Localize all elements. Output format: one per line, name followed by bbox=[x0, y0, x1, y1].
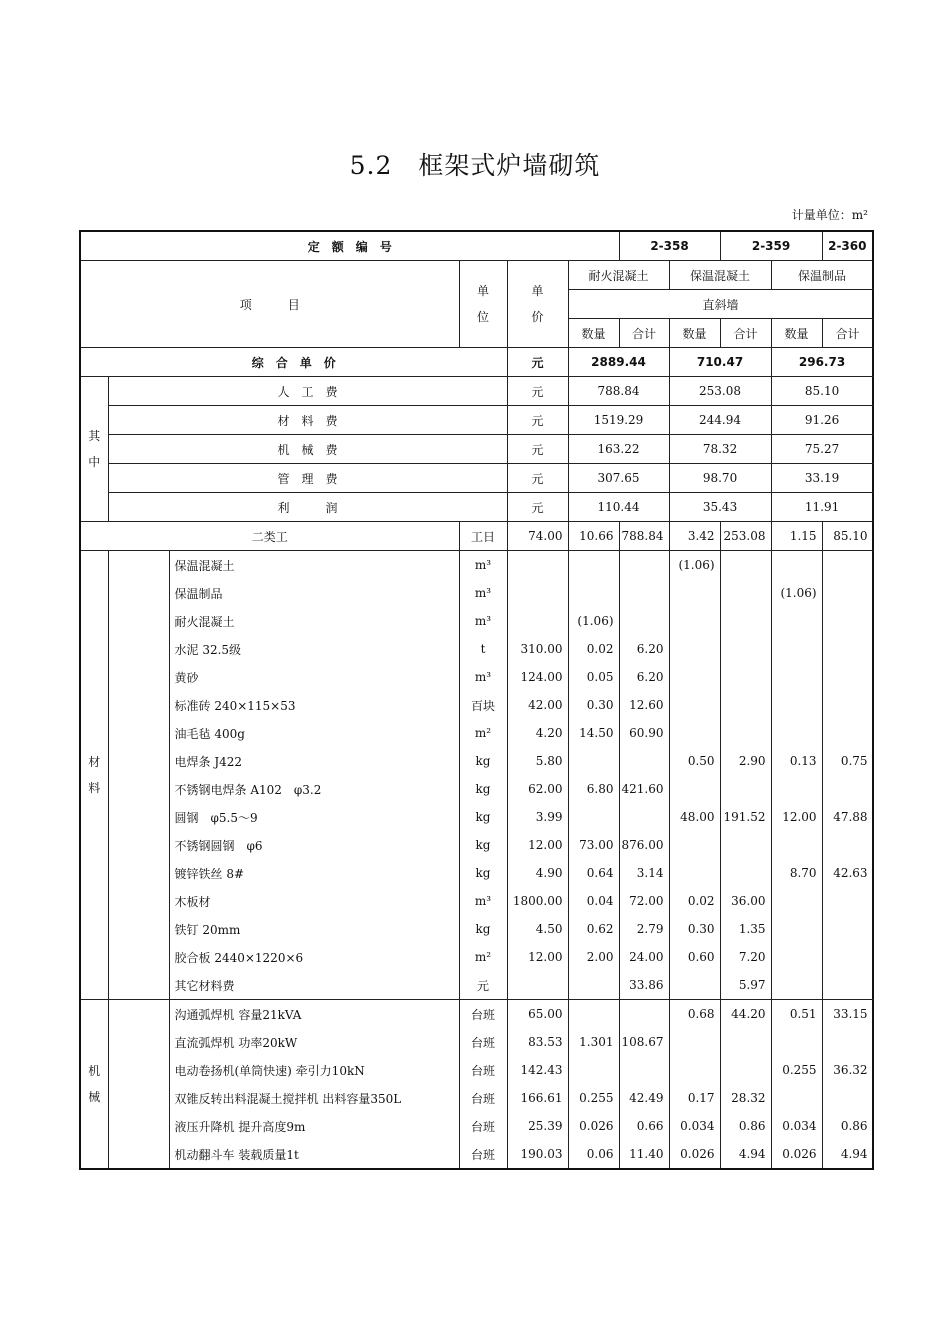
material-row-qty: 0.13 bbox=[771, 747, 822, 775]
material-row-qty bbox=[568, 551, 619, 580]
machine-row-price: 190.03 bbox=[507, 1140, 568, 1169]
material-row-qty: 12.00 bbox=[771, 803, 822, 831]
material-row-sum: 2.79 bbox=[619, 915, 669, 943]
material-row-price: 124.00 bbox=[507, 663, 568, 691]
cost-row bbox=[80, 493, 873, 522]
material-row-unit: m³ bbox=[459, 607, 507, 635]
machine-row-sum: 28.32 bbox=[720, 1084, 771, 1112]
material-row-name: 胶合板 2440×1220×6 bbox=[169, 943, 459, 971]
price-header: 单 价 bbox=[507, 261, 568, 348]
material-row-name: 电焊条 J422 bbox=[169, 747, 459, 775]
material-row-unit: m² bbox=[459, 719, 507, 747]
material-row bbox=[80, 831, 873, 859]
cost-row-value: 244.94 bbox=[669, 406, 771, 435]
material-row-qty bbox=[568, 971, 619, 1000]
material-row-sum: 42.63 bbox=[822, 859, 873, 887]
machine-row-unit: 台班 bbox=[459, 1084, 507, 1112]
quota-code-2-358: 2-358 bbox=[619, 231, 720, 261]
material-row-sum: 12.60 bbox=[619, 691, 669, 719]
material-row-qty: 2.00 bbox=[568, 943, 619, 971]
material-row bbox=[80, 859, 873, 887]
cost-row-value: 307.65 bbox=[568, 464, 669, 493]
material-row-unit: kg bbox=[459, 915, 507, 943]
material-row-sum bbox=[720, 663, 771, 691]
material-row-sum bbox=[619, 747, 669, 775]
material-row-name: 水泥 32.5级 bbox=[169, 635, 459, 663]
cost-row-value: 11.91 bbox=[771, 493, 873, 522]
cost-row-value: 33.19 bbox=[771, 464, 873, 493]
cost-row-value: 75.27 bbox=[771, 435, 873, 464]
material-row-qty: 0.62 bbox=[568, 915, 619, 943]
material-row bbox=[80, 747, 873, 775]
machine-row-sum bbox=[619, 1000, 669, 1029]
material-row-sum bbox=[822, 831, 873, 859]
machine-row-qty bbox=[771, 1084, 822, 1112]
material-row-sum: 191.52 bbox=[720, 803, 771, 831]
material-row bbox=[80, 691, 873, 719]
material-row-qty bbox=[771, 719, 822, 747]
subtype-insulating-concrete: 保温混凝土 bbox=[669, 261, 771, 290]
material-row-sum bbox=[619, 803, 669, 831]
material-row-sum bbox=[822, 887, 873, 915]
material-row-sum bbox=[822, 607, 873, 635]
machine-row-sum: 0.66 bbox=[619, 1112, 669, 1140]
machine-row-price: 83.53 bbox=[507, 1028, 568, 1056]
material-row-qty: 0.50 bbox=[669, 747, 720, 775]
material-row-qty: 0.64 bbox=[568, 859, 619, 887]
material-row-unit: kg bbox=[459, 775, 507, 803]
material-row-group-label: 材 料 bbox=[80, 551, 108, 1000]
composite-price-unit: 元 bbox=[507, 348, 568, 377]
material-row-price: 3.99 bbox=[507, 803, 568, 831]
machine-row-qty: 0.026 bbox=[669, 1140, 720, 1169]
material-row-sum bbox=[619, 607, 669, 635]
material-row-sum bbox=[720, 635, 771, 663]
labor-sum: 788.84 bbox=[619, 522, 669, 551]
material-row-qty: 0.02 bbox=[568, 635, 619, 663]
machine-row-sum: 42.49 bbox=[619, 1084, 669, 1112]
material-row-unit: 百块 bbox=[459, 691, 507, 719]
material-row-sum: 421.60 bbox=[619, 775, 669, 803]
quota-code-2-360: 2-360 bbox=[822, 231, 873, 261]
machine-row-qty: 0.034 bbox=[771, 1112, 822, 1140]
machine-row-unit: 台班 bbox=[459, 1112, 507, 1140]
header-row-subtypes bbox=[80, 261, 873, 290]
machine-row-qty: 0.68 bbox=[669, 1000, 720, 1029]
cost-row bbox=[80, 377, 873, 406]
material-row-sum: 6.20 bbox=[619, 663, 669, 691]
material-row-qty: 48.00 bbox=[669, 803, 720, 831]
material-row-price bbox=[507, 551, 568, 580]
material-row-qty bbox=[771, 887, 822, 915]
machine-row bbox=[80, 1056, 873, 1084]
material-row bbox=[80, 803, 873, 831]
material-row-sum: 24.00 bbox=[619, 943, 669, 971]
material-row-name: 耐火混凝土 bbox=[169, 607, 459, 635]
cost-row-value: 163.22 bbox=[568, 435, 669, 464]
material-row-sum bbox=[822, 551, 873, 580]
material-row-sum bbox=[720, 831, 771, 859]
subtype-refractory-concrete: 耐火混凝土 bbox=[568, 261, 669, 290]
material-row bbox=[80, 551, 873, 580]
machine-row-group-spacer bbox=[108, 1000, 169, 1170]
cost-row-value: 35.43 bbox=[669, 493, 771, 522]
material-row-qty bbox=[771, 691, 822, 719]
material-row-price bbox=[507, 607, 568, 635]
machine-row-sum bbox=[822, 1084, 873, 1112]
material-row bbox=[80, 635, 873, 663]
material-row-price: 4.20 bbox=[507, 719, 568, 747]
material-row-sum bbox=[822, 579, 873, 607]
machine-row-qty: 0.026 bbox=[568, 1112, 619, 1140]
material-row-qty bbox=[771, 831, 822, 859]
machine-row-name: 直流弧焊机 功率20kW bbox=[169, 1028, 459, 1056]
material-row-sum bbox=[720, 719, 771, 747]
material-row-qty bbox=[669, 607, 720, 635]
material-row-qty: 0.30 bbox=[568, 691, 619, 719]
machine-row-price: 142.43 bbox=[507, 1056, 568, 1084]
material-row bbox=[80, 579, 873, 607]
material-row-name: 其它材料费 bbox=[169, 971, 459, 1000]
labor-qty: 10.66 bbox=[568, 522, 619, 551]
composite-price-2-358: 2889.44 bbox=[568, 348, 669, 377]
material-row-name: 保温混凝土 bbox=[169, 551, 459, 580]
machine-row-qty: 0.17 bbox=[669, 1084, 720, 1112]
material-row-qty: 6.80 bbox=[568, 775, 619, 803]
material-row-price: 4.90 bbox=[507, 859, 568, 887]
material-row-sum: 72.00 bbox=[619, 887, 669, 915]
machine-row-sum: 108.67 bbox=[619, 1028, 669, 1056]
cost-row-value: 253.08 bbox=[669, 377, 771, 406]
material-row-price: 12.00 bbox=[507, 831, 568, 859]
material-row-unit: m³ bbox=[459, 663, 507, 691]
material-row-sum: 47.88 bbox=[822, 803, 873, 831]
labor-sum: 85.10 bbox=[822, 522, 873, 551]
machine-row-sum bbox=[720, 1028, 771, 1056]
machine-row-sum: 4.94 bbox=[822, 1140, 873, 1169]
material-row-name: 保温制品 bbox=[169, 579, 459, 607]
material-row-qty: (1.06) bbox=[669, 551, 720, 580]
machine-row-qty bbox=[771, 1028, 822, 1056]
cost-row-value: 1519.29 bbox=[568, 406, 669, 435]
machine-row-sum: 33.15 bbox=[822, 1000, 873, 1029]
material-row-qty bbox=[669, 775, 720, 803]
material-row-qty bbox=[669, 663, 720, 691]
material-row-sum: 5.97 bbox=[720, 971, 771, 1000]
labor-qty: 1.15 bbox=[771, 522, 822, 551]
material-row-sum: 33.86 bbox=[619, 971, 669, 1000]
material-row-qty: (1.06) bbox=[568, 607, 619, 635]
material-row-qty bbox=[771, 551, 822, 580]
material-row-qty bbox=[771, 775, 822, 803]
material-row-qty bbox=[771, 607, 822, 635]
material-row-qty bbox=[669, 579, 720, 607]
material-row-qty bbox=[771, 635, 822, 663]
material-row-price: 310.00 bbox=[507, 635, 568, 663]
material-row-qty: 14.50 bbox=[568, 719, 619, 747]
composite-price-label: 综 合 单 价 bbox=[80, 348, 507, 377]
material-row bbox=[80, 943, 873, 971]
material-row-qty: 0.02 bbox=[669, 887, 720, 915]
machine-row-price: 65.00 bbox=[507, 1000, 568, 1029]
machine-row bbox=[80, 1000, 873, 1029]
material-row-unit: t bbox=[459, 635, 507, 663]
machine-row-qty: 0.255 bbox=[771, 1056, 822, 1084]
quota-table bbox=[79, 230, 874, 1170]
machine-row-sum: 0.86 bbox=[822, 1112, 873, 1140]
machine-row-sum bbox=[720, 1056, 771, 1084]
measurement-unit-note: 计量单位：m² bbox=[791, 208, 868, 222]
machine-row bbox=[80, 1084, 873, 1112]
material-row-sum bbox=[720, 551, 771, 580]
machine-row-qty bbox=[669, 1056, 720, 1084]
material-row-qty bbox=[568, 747, 619, 775]
cost-row bbox=[80, 435, 873, 464]
material-row-name: 铁钉 20mm bbox=[169, 915, 459, 943]
material-row-unit: m³ bbox=[459, 579, 507, 607]
material-row-sum: 1.35 bbox=[720, 915, 771, 943]
material-row-qty bbox=[771, 971, 822, 1000]
item-header: 项 目 bbox=[80, 261, 459, 348]
quota-code-2-359: 2-359 bbox=[720, 231, 822, 261]
machine-row-name: 液压升降机 提升高度9m bbox=[169, 1112, 459, 1140]
material-row-sum bbox=[822, 663, 873, 691]
machine-row-name: 双锥反转出料混凝土搅拌机 出料容量350L bbox=[169, 1084, 459, 1112]
material-row-sum bbox=[720, 607, 771, 635]
cost-row-label: 机 械 费 bbox=[108, 435, 507, 464]
material-row-sum bbox=[619, 579, 669, 607]
material-row-name: 圆钢 φ5.5～9 bbox=[169, 803, 459, 831]
cost-row bbox=[80, 464, 873, 493]
machine-row-qty bbox=[568, 1056, 619, 1084]
machine-row-name: 电动卷扬机(单筒快速) 牵引力10kN bbox=[169, 1056, 459, 1084]
material-row-sum bbox=[822, 775, 873, 803]
material-row-qty bbox=[669, 831, 720, 859]
wall-type-header: 直斜墙 bbox=[568, 290, 873, 319]
labor-sum: 253.08 bbox=[720, 522, 771, 551]
labor-unit: 工日 bbox=[459, 522, 507, 551]
material-row-qty: 0.30 bbox=[669, 915, 720, 943]
material-row-unit: kg bbox=[459, 747, 507, 775]
material-row-sum bbox=[822, 943, 873, 971]
cost-row-value: 91.26 bbox=[771, 406, 873, 435]
material-row-price bbox=[507, 579, 568, 607]
material-row-qty: 0.04 bbox=[568, 887, 619, 915]
machine-row bbox=[80, 1112, 873, 1140]
sum-header: 合计 bbox=[720, 319, 771, 348]
material-row-price: 1800.00 bbox=[507, 887, 568, 915]
material-row bbox=[80, 915, 873, 943]
qty-header: 数量 bbox=[669, 319, 720, 348]
material-row-name: 不锈钢电焊条 A102 φ3.2 bbox=[169, 775, 459, 803]
machine-row-unit: 台班 bbox=[459, 1056, 507, 1084]
machine-row-qty: 0.255 bbox=[568, 1084, 619, 1112]
labor-row bbox=[80, 522, 873, 551]
cost-row-label: 材 料 费 bbox=[108, 406, 507, 435]
material-row-qty bbox=[669, 971, 720, 1000]
labor-qty: 3.42 bbox=[669, 522, 720, 551]
material-row-sum: 60.90 bbox=[619, 719, 669, 747]
machine-row-price: 25.39 bbox=[507, 1112, 568, 1140]
material-row-unit: m² bbox=[459, 943, 507, 971]
quota-number-label: 定 额 编 号 bbox=[80, 231, 619, 261]
cost-row-label: 管 理 费 bbox=[108, 464, 507, 493]
of-which-label: 其 中 bbox=[80, 377, 108, 522]
labor-label: 二类工 bbox=[80, 522, 459, 551]
cost-row-value: 78.32 bbox=[669, 435, 771, 464]
material-row-qty bbox=[669, 859, 720, 887]
material-row-price: 42.00 bbox=[507, 691, 568, 719]
cost-row-value: 85.10 bbox=[771, 377, 873, 406]
cost-row-unit: 元 bbox=[507, 464, 568, 493]
machine-row-price: 166.61 bbox=[507, 1084, 568, 1112]
machine-row-qty: 0.026 bbox=[771, 1140, 822, 1169]
material-row-name: 标准砖 240×115×53 bbox=[169, 691, 459, 719]
material-row-qty bbox=[568, 579, 619, 607]
material-row bbox=[80, 719, 873, 747]
material-row bbox=[80, 971, 873, 1000]
machine-row-unit: 台班 bbox=[459, 1000, 507, 1029]
material-row-qty bbox=[771, 915, 822, 943]
machine-row-sum: 0.86 bbox=[720, 1112, 771, 1140]
machine-row-sum bbox=[822, 1028, 873, 1056]
material-row-name: 镀锌铁丝 8# bbox=[169, 859, 459, 887]
cost-row-label: 利 润 bbox=[108, 493, 507, 522]
machine-row-sum: 44.20 bbox=[720, 1000, 771, 1029]
machine-row-name: 沟通弧焊机 容量21kVA bbox=[169, 1000, 459, 1029]
material-row bbox=[80, 775, 873, 803]
cost-row-unit: 元 bbox=[507, 377, 568, 406]
material-row-sum: 6.20 bbox=[619, 635, 669, 663]
material-row-unit: m³ bbox=[459, 887, 507, 915]
material-row-qty: (1.06) bbox=[771, 579, 822, 607]
machine-row-qty: 1.301 bbox=[568, 1028, 619, 1056]
sum-header: 合计 bbox=[822, 319, 873, 348]
labor-price: 74.00 bbox=[507, 522, 568, 551]
sum-header: 合计 bbox=[619, 319, 669, 348]
material-row-sum bbox=[720, 775, 771, 803]
material-row-qty: 0.05 bbox=[568, 663, 619, 691]
material-row-name: 油毛毡 400g bbox=[169, 719, 459, 747]
machine-row-sum: 4.94 bbox=[720, 1140, 771, 1169]
material-row-sum bbox=[822, 691, 873, 719]
material-row-name: 黄砂 bbox=[169, 663, 459, 691]
material-row-sum bbox=[619, 551, 669, 580]
machine-row-sum: 11.40 bbox=[619, 1140, 669, 1169]
material-row bbox=[80, 887, 873, 915]
material-row-unit: kg bbox=[459, 803, 507, 831]
composite-price-2-359: 710.47 bbox=[669, 348, 771, 377]
machine-row-sum: 36.32 bbox=[822, 1056, 873, 1084]
machine-row bbox=[80, 1028, 873, 1056]
material-row bbox=[80, 607, 873, 635]
material-row-qty: 0.60 bbox=[669, 943, 720, 971]
unit-header: 单 位 bbox=[459, 261, 507, 348]
cost-row-unit: 元 bbox=[507, 493, 568, 522]
material-row-sum bbox=[822, 915, 873, 943]
material-row-name: 不锈钢圆钢 φ6 bbox=[169, 831, 459, 859]
material-row-group-spacer bbox=[108, 551, 169, 1000]
material-row-sum: 7.20 bbox=[720, 943, 771, 971]
material-row-sum bbox=[822, 719, 873, 747]
machine-row-unit: 台班 bbox=[459, 1028, 507, 1056]
material-row-unit: m³ bbox=[459, 551, 507, 580]
material-row-name: 木板材 bbox=[169, 887, 459, 915]
material-row-qty: 73.00 bbox=[568, 831, 619, 859]
cost-row bbox=[80, 406, 873, 435]
machine-row-qty bbox=[568, 1000, 619, 1029]
material-row-qty: 8.70 bbox=[771, 859, 822, 887]
material-row-qty bbox=[669, 635, 720, 663]
material-row-sum bbox=[720, 579, 771, 607]
machine-row-qty: 0.51 bbox=[771, 1000, 822, 1029]
material-row-sum: 876.00 bbox=[619, 831, 669, 859]
material-row-unit: kg bbox=[459, 859, 507, 887]
composite-price-2-360: 296.73 bbox=[771, 348, 873, 377]
machine-row-sum bbox=[619, 1056, 669, 1084]
cost-row-value: 98.70 bbox=[669, 464, 771, 493]
material-row-price: 12.00 bbox=[507, 943, 568, 971]
material-row-sum bbox=[720, 859, 771, 887]
material-row-price: 5.80 bbox=[507, 747, 568, 775]
machine-row-unit: 台班 bbox=[459, 1140, 507, 1169]
cost-row-label: 人 工 费 bbox=[108, 377, 507, 406]
machine-row-group-label: 机 械 bbox=[80, 1000, 108, 1170]
qty-header: 数量 bbox=[568, 319, 619, 348]
composite-price-row bbox=[80, 348, 873, 377]
material-row-sum: 0.75 bbox=[822, 747, 873, 775]
material-row-price: 62.00 bbox=[507, 775, 568, 803]
material-row-sum bbox=[720, 691, 771, 719]
material-row-sum: 36.00 bbox=[720, 887, 771, 915]
cost-row-unit: 元 bbox=[507, 435, 568, 464]
machine-row-qty: 0.034 bbox=[669, 1112, 720, 1140]
material-row-sum bbox=[822, 971, 873, 1000]
material-row-unit: kg bbox=[459, 831, 507, 859]
cost-row-unit: 元 bbox=[507, 406, 568, 435]
quota-number-row bbox=[80, 231, 873, 261]
material-row-sum bbox=[822, 635, 873, 663]
subtype-insulating-products: 保温制品 bbox=[771, 261, 873, 290]
material-row-price bbox=[507, 971, 568, 1000]
material-row-qty bbox=[771, 943, 822, 971]
material-row-unit: 元 bbox=[459, 971, 507, 1000]
material-row-qty bbox=[669, 691, 720, 719]
machine-row-name: 机动翻斗车 装载质量1t bbox=[169, 1140, 459, 1169]
material-row bbox=[80, 663, 873, 691]
cost-row-value: 110.44 bbox=[568, 493, 669, 522]
material-row-price: 4.50 bbox=[507, 915, 568, 943]
material-row-qty bbox=[568, 803, 619, 831]
material-row-qty bbox=[669, 719, 720, 747]
material-row-sum: 2.90 bbox=[720, 747, 771, 775]
material-row-sum: 3.14 bbox=[619, 859, 669, 887]
machine-row bbox=[80, 1140, 873, 1169]
machine-row-qty: 0.06 bbox=[568, 1140, 619, 1169]
cost-row-value: 788.84 bbox=[568, 377, 669, 406]
material-row-qty bbox=[771, 663, 822, 691]
qty-header: 数量 bbox=[771, 319, 822, 348]
page-title: 5.2 框架式炉墙砌筑 bbox=[349, 151, 601, 180]
machine-row-qty bbox=[669, 1028, 720, 1056]
